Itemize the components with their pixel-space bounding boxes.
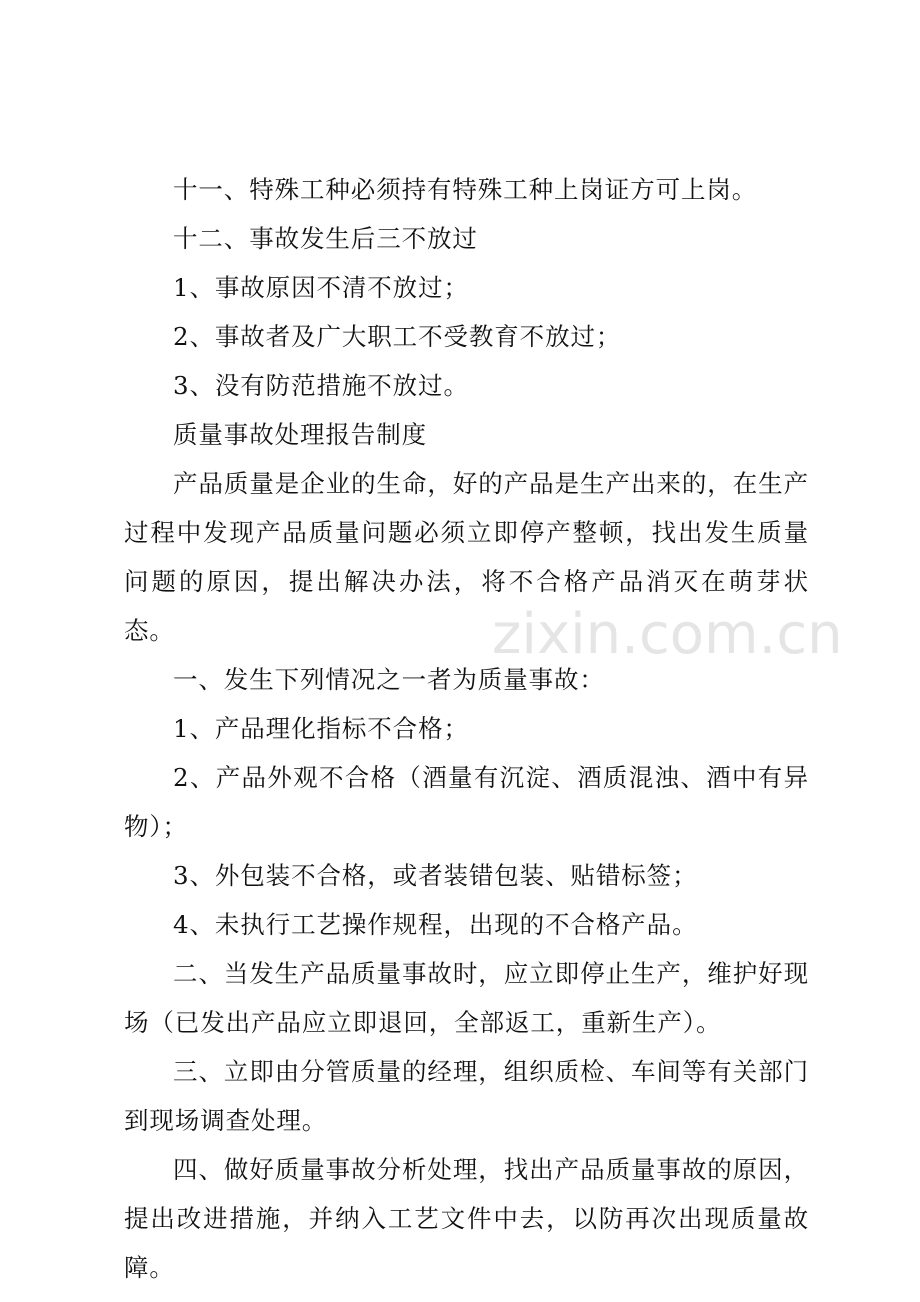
watermark-text: zixin.com.cn (492, 602, 843, 667)
paragraph-process-not-followed: 4、未执行工艺操作规程，出现的不合格产品。 (173, 910, 698, 939)
document-body (124, 165, 809, 1292)
paragraph-special-work-certificate: 十一、特殊工种必须持有特殊工种上岗证方可上岗。 (173, 175, 758, 204)
paragraph-staff-not-educated: 2、事故者及广大职工不受教育不放过； (173, 322, 622, 351)
paragraph-onsite-investigation: 三、立即由分管质量的经理，组织质检、车间等有关部门到现场调查处理。 (124, 1057, 809, 1135)
paragraph-stop-production: 二、当发生产品质量事故时，应立即停止生产，维护好现场（已发出产品应立即退回，全部返工，重新生产）。 (124, 959, 809, 1037)
paragraph-quality-accident-cases-heading: 一、发生下列情况之一者为质量事故： (173, 665, 605, 694)
section-title-quality-accident-report: 质量事故处理报告制度 (173, 420, 427, 449)
paragraph-physicochemical-index: 1、产品理化指标不合格； (173, 714, 469, 743)
paragraph-packaging-unqualified: 3、外包装不合格，或者装错包装、贴错标签； (173, 861, 698, 890)
paragraph-no-preventive-measures: 3、没有防范措施不放过。 (173, 371, 469, 400)
paragraph-quality-is-life: 产品质量是企业的生命，好的产品是生产出来的，在生产过程中发现产品质量问题必须立即停产整顿，找出发生质量问题的原因，提出解决办法，将不合格产品消灭在萌芽状态。 (124, 469, 809, 645)
paragraph-three-not-let-go-heading: 十二、事故发生后三不放过 (173, 224, 478, 253)
paragraph-appearance-unqualified: 2、产品外观不合格（酒量有沉淀、酒质混浊、酒中有异物）； (124, 763, 809, 841)
paragraph-cause-unclear: 1、事故原因不清不放过； (173, 273, 469, 302)
paragraph-analysis-and-improvement: 四、做好质量事故分析处理，找出产品质量事故的原因，提出改进措施，并纳入工艺文件中去，以防再次出现质量故障。 (124, 1155, 809, 1282)
